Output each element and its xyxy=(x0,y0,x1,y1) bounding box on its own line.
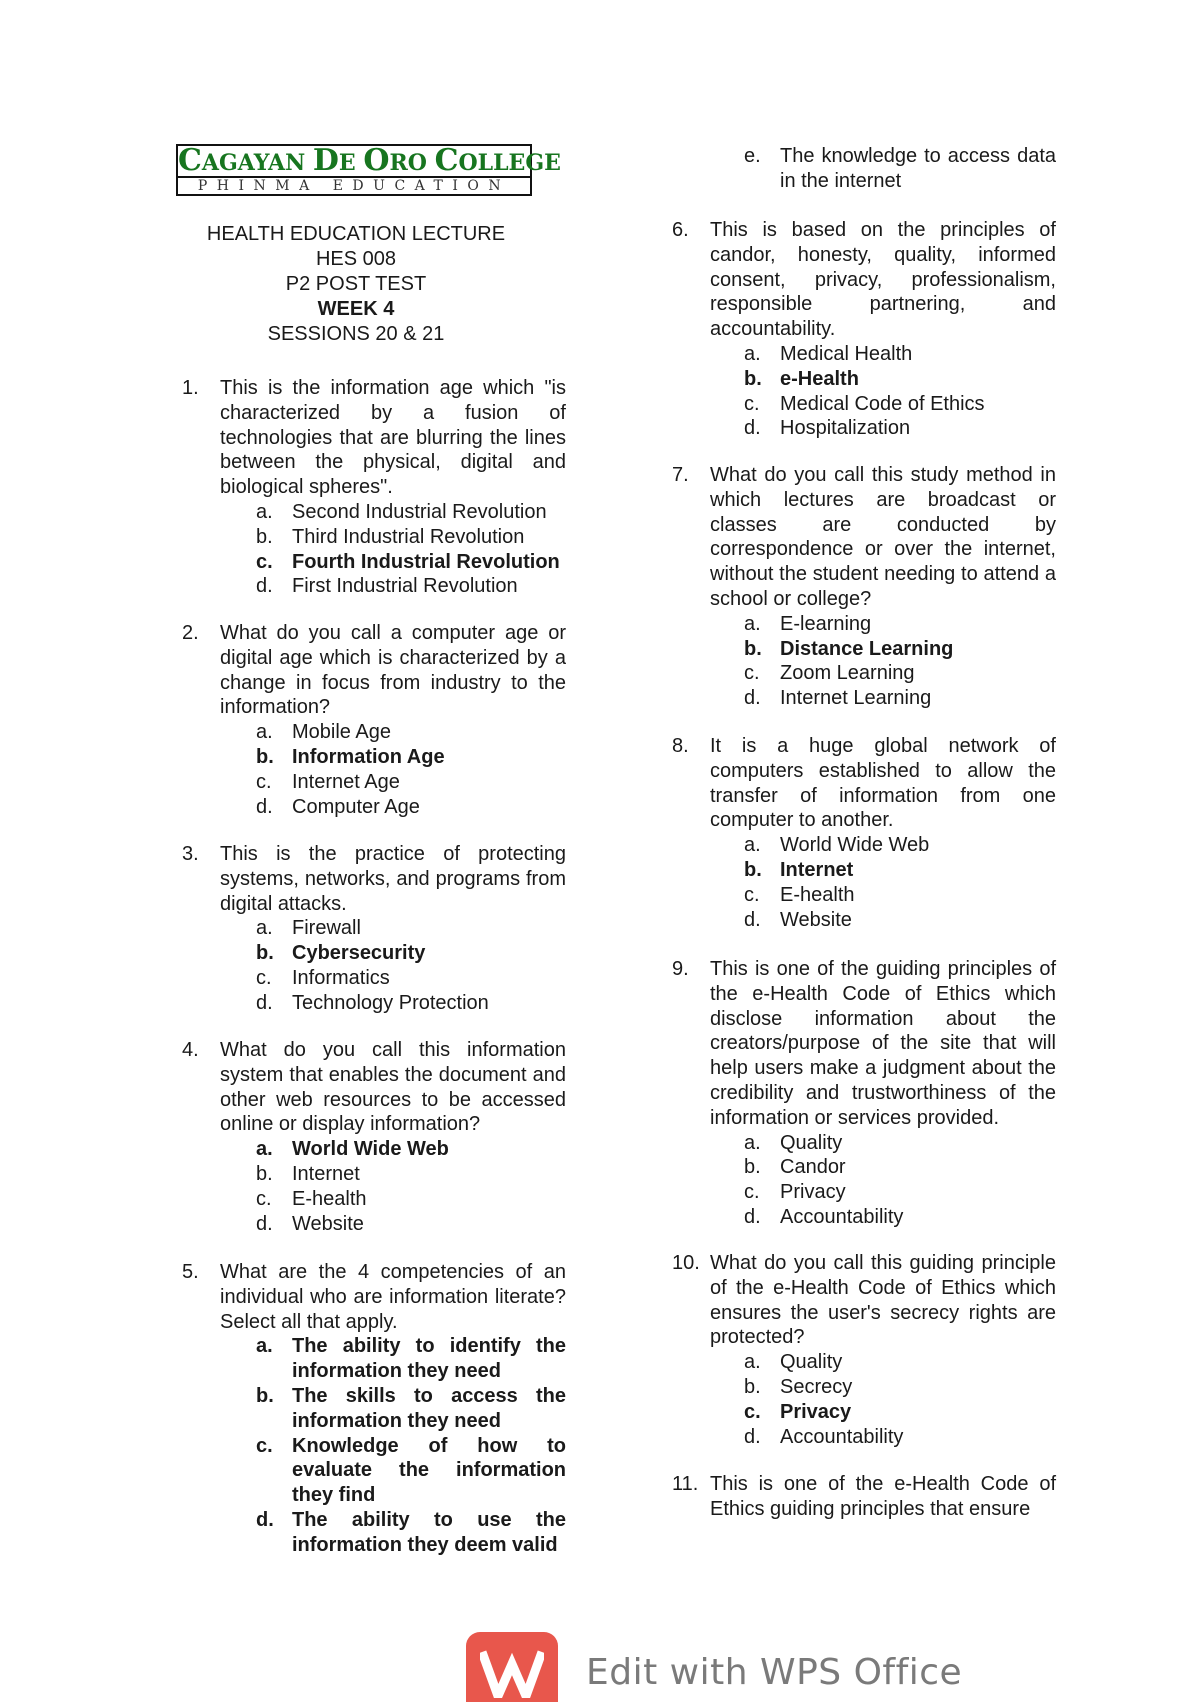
question-number: 4. xyxy=(182,1039,199,1061)
option-c: c. Informatics xyxy=(256,966,390,989)
option-a: a. Quality xyxy=(744,1131,843,1154)
option-b-answer: b. The skills to access the information they need xyxy=(256,1384,566,1432)
options-list xyxy=(744,342,1056,441)
question-number: 7. xyxy=(672,464,689,486)
option-c-answer: c. Fourth Industrial Revolution xyxy=(256,550,560,573)
option-c: c. E-health xyxy=(256,1187,367,1210)
option-c: c. Medical Code of Ethics xyxy=(744,392,985,415)
option-e: e. The knowledge to access data in the internet xyxy=(744,145,1056,192)
option-b-answer: b. Cybersecurity xyxy=(256,942,426,965)
option-c: c. Internet Age xyxy=(256,770,400,793)
options-list xyxy=(256,1334,566,1557)
option-a: a. World Wide Web xyxy=(744,834,930,857)
question-stem: What do you call a computer age or digital age which is characterized by a change in focus from industry to the information? xyxy=(220,622,566,719)
question-3 xyxy=(182,842,566,1016)
options-list xyxy=(256,720,566,819)
options-list xyxy=(256,500,566,599)
option-b-answer: b. Distance Learning xyxy=(744,637,954,660)
wps-w-glyph xyxy=(480,1650,544,1698)
option-a: a. Firewall xyxy=(256,917,361,940)
option-a: a. E-learning xyxy=(744,612,872,635)
question-stem: What are the 4 competencies of an individual who are information literate? Select all that apply. xyxy=(220,1261,566,1333)
wps-edit-text[interactable]: Edit with WPS Office xyxy=(586,1652,963,1693)
question-7 xyxy=(672,463,1056,711)
option-b-answer: b. Internet xyxy=(744,858,854,881)
question-stem: This is one of the guiding principles of the e-Health Code of Ethics which disclose information about the creators/purpose of the site that will help users make a judgment about the credibility and trustworthiness of the information or services provided. xyxy=(710,958,1056,1129)
options-list xyxy=(744,1131,1056,1230)
question-stem: This is the information age which "is characterized by a fusion of technologies that are blurring the lines between the physical, digital and biological spheres". xyxy=(220,377,566,499)
option-d: d. Computer Age xyxy=(256,795,420,818)
question-11 xyxy=(672,1472,1056,1522)
question-number: 3. xyxy=(182,843,199,865)
options-list xyxy=(744,612,1056,711)
wps-logo-icon[interactable] xyxy=(466,1632,558,1702)
option-a: a. Mobile Age xyxy=(256,721,391,744)
question-stem: What do you call this study method in which lectures are broadcast or classes are conducted by correspondence or over the internet, without the student needing to attend a school or college? xyxy=(710,464,1056,610)
option-c: c. E-health xyxy=(744,883,855,906)
logo-college-name: CAGAYAN DE ORO COLLEGE xyxy=(178,143,561,178)
options-list xyxy=(256,916,566,1015)
option-d: d. Technology Protection xyxy=(256,991,489,1014)
question-9 xyxy=(672,957,1056,1230)
sessions-label: SESSIONS 20 & 21 xyxy=(267,323,445,345)
question-number: 8. xyxy=(672,735,689,757)
option-a-answer: a. World Wide Web xyxy=(256,1138,449,1161)
question-number: 11. xyxy=(672,1473,699,1495)
option-b: b. Secrecy xyxy=(744,1375,853,1398)
option-c: c. Zoom Learning xyxy=(744,662,915,685)
question-number: 6. xyxy=(672,219,689,241)
options-list xyxy=(744,833,1056,932)
question-stem: This is the practice of protecting systems, networks, and programs from digital attacks. xyxy=(220,843,566,915)
option-b-answer: b. Information Age xyxy=(256,745,445,768)
question-stem: This is one of the e-Health Code of Ethics guiding principles that ensure xyxy=(710,1473,1056,1520)
options-list xyxy=(744,144,1056,194)
option-c-answer: c. Knowledge of how to evaluate the information they find xyxy=(256,1434,566,1507)
course-code: HES 008 xyxy=(315,248,397,270)
question-number: 9. xyxy=(672,958,689,980)
option-d: d. Hospitalization xyxy=(744,417,911,440)
question-1 xyxy=(182,376,566,599)
question-6 xyxy=(672,218,1056,441)
logo-subtext: PHINMA EDUCATION xyxy=(197,178,511,194)
option-c: c. Privacy xyxy=(744,1181,846,1204)
option-b: b. Third Industrial Revolution xyxy=(256,525,525,548)
option-b: b. Candor xyxy=(744,1156,846,1179)
options-list xyxy=(744,1350,1056,1449)
option-a-answer: a. The ability to identify the information they need xyxy=(256,1335,566,1383)
option-d: d. First Industrial Revolution xyxy=(256,575,518,598)
option-a: a. Medical Health xyxy=(744,342,913,365)
option-b-answer: b. e-Health xyxy=(744,367,859,390)
question-5 xyxy=(182,1260,566,1558)
option-d: d. Accountability xyxy=(744,1205,904,1228)
document-header xyxy=(180,222,532,347)
test-title: P2 POST TEST xyxy=(285,273,427,295)
option-b: b. Internet xyxy=(256,1162,360,1185)
question-stem: What do you call this information system that enables the document and other web resources to be accessed online or display information? xyxy=(220,1039,566,1136)
question-stem: What do you call this guiding principle of the e-Health Code of Ethics which ensures the user's secrecy rights are protected? xyxy=(710,1252,1056,1349)
option-d: d. Accountability xyxy=(744,1425,904,1448)
question-number: 5. xyxy=(182,1261,199,1283)
question-4 xyxy=(182,1038,566,1236)
option-d: d. Website xyxy=(256,1212,364,1235)
option-c-answer: c. Privacy xyxy=(744,1400,852,1423)
option-d-answer: d. The ability to use the information they deem valid xyxy=(256,1508,566,1556)
option-d: d. Website xyxy=(744,908,852,931)
option-d: d. Internet Learning xyxy=(744,687,932,710)
option-a: a. Quality xyxy=(744,1351,843,1374)
options-list xyxy=(256,1137,566,1236)
question-8 xyxy=(672,734,1056,932)
option-a: a. Second Industrial Revolution xyxy=(256,500,547,523)
question-5-continued xyxy=(672,144,1056,194)
question-number: 10. xyxy=(672,1252,700,1274)
week-label: WEEK 4 xyxy=(317,298,395,320)
course-title: HEALTH EDUCATION LECTURE xyxy=(206,223,506,245)
question-stem: It is a huge global network of computers established to allow the transfer of information from one computer to another. xyxy=(710,735,1056,832)
wps-edit-banner[interactable] xyxy=(466,1632,962,1697)
question-number: 2. xyxy=(182,622,199,644)
question-10 xyxy=(672,1251,1056,1449)
question-stem: This is based on the principles of candor, honesty, quality, informed consent, privacy, professionalism, responsible partnering, and accountability. xyxy=(710,219,1056,341)
question-2 xyxy=(182,621,566,819)
college-logo xyxy=(176,143,561,196)
question-number: 1. xyxy=(182,377,199,399)
